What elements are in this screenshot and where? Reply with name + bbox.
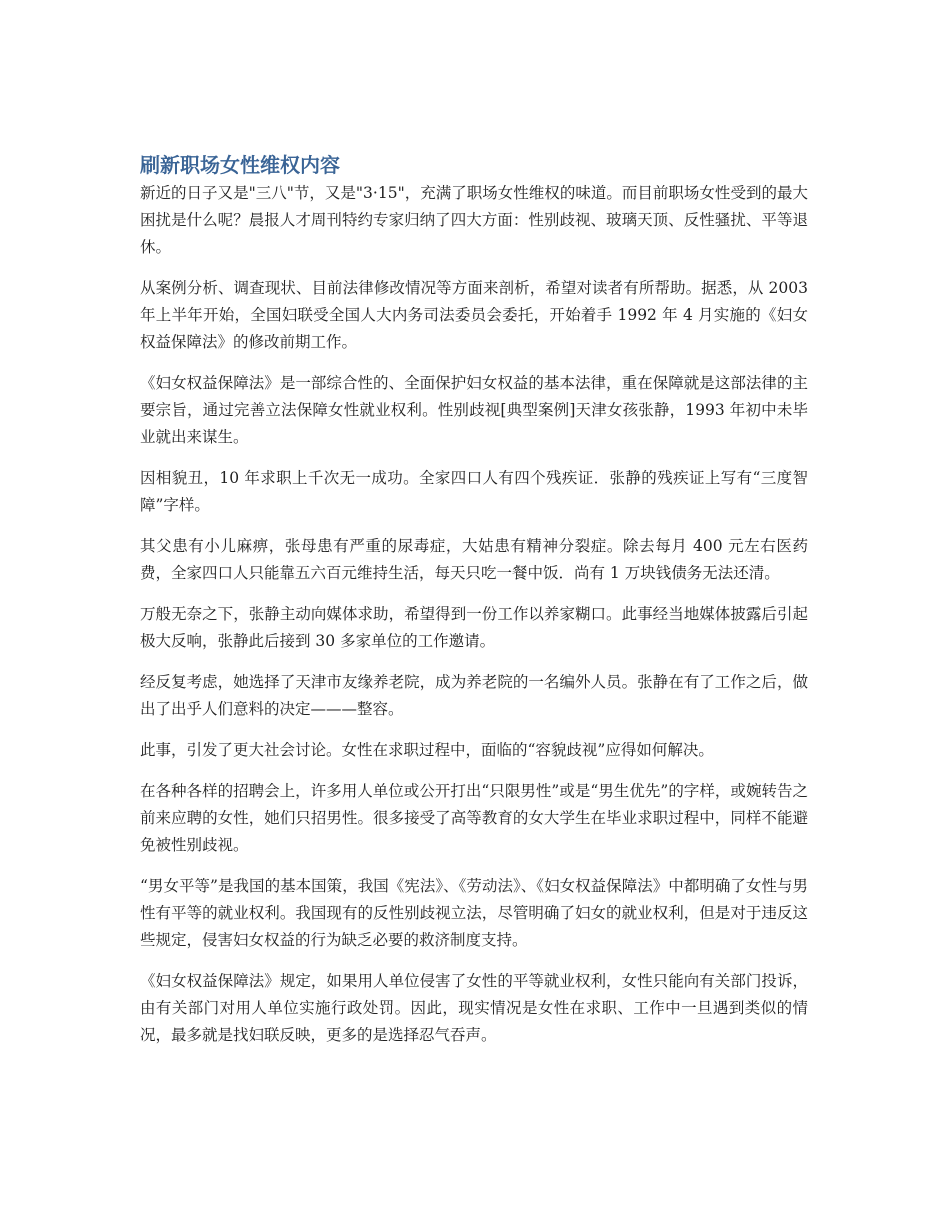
paragraph-9: 在各种各样的招聘会上，许多用人单位或公开打出“只限男性”或是“男生优先”的字样，或婉转告之前来应聘的女性，她们只招男性。很多接受了高等教育的女大学生在毕业求职过程中，同样不能避免被性别歧视。 bbox=[140, 782, 808, 854]
paragraph-2: 从案例分析、调查现状、目前法律修改情况等方面来剖析，希望对读者有所帮助。据悉，从 2003 年上半年开始，全国妇联受全国人大内务司法委员会委托，开始着手 1992 年 4 月实施的《妇女权益保障法》的修改前期工作。 bbox=[140, 279, 808, 351]
paragraph-3: 《妇女权益保障法》是一部综合性的、全面保护妇女权益的基本法律，重在保障就是这部法律的主要宗旨，通过完善立法保障女性就业权利。性别歧视[典型案例]天津女孩张静，1993 年初中未毕业就出来谋生。 bbox=[140, 374, 808, 446]
paragraph-6: 万般无奈之下，张静主动向媒体求助，希望得到一份工作以养家糊口。此事经当地媒体披露后引起极大反响，张静此后接到 30 多家单位的工作邀请。 bbox=[140, 605, 808, 650]
paragraph-1: 新近的日子又是"三八"节，又是"3·15"，充满了职场女性维权的味道。而目前职场女性受到的最大困扰是什么呢？晨报人才周刊特约专家归纳了四大方面：性别歧视、玻璃天顶、反性骚扰、平等退休。 bbox=[140, 184, 808, 256]
paragraph-8: 此事，引发了更大社会讨论。女性在求职过程中，面临的“容貌歧视”应得如何解决。 bbox=[140, 741, 714, 759]
paragraph-4: 因相貌丑，10 年求职上千次无一成功。全家四口人有四个残疾证．张静的残疾证上写有“三度智障”字样。 bbox=[140, 469, 808, 514]
paragraph-5: 其父患有小儿麻痹，张母患有严重的尿毒症，大姑患有精神分裂症。除去每月 400 元左右医药费，全家四口人只能靠五六百元维持生活，每天只吃一餐中饭．尚有 1 万块钱债务无法还清。 bbox=[140, 537, 808, 582]
paragraph-7: 经反复考虑，她选择了天津市友缘养老院，成为养老院的一名编外人员。张静在有了工作之后，做出了出乎人们意料的决定———整容。 bbox=[140, 673, 808, 718]
article-title: 刷新职场女性维权内容 bbox=[140, 153, 340, 177]
paragraph-11: 《妇女权益保障法》规定，如果用人单位侵害了女性的平等就业权利，女性只能向有关部门投诉，由有关部门对用人单位实施行政处罚。因此，现实情况是女性在求职、工作中一旦遇到类似的情况，最多就是找妇联反映，更多的是选择忍气吞声。 bbox=[140, 972, 808, 1044]
paragraph-10: “男女平等”是我国的基本国策，我国《宪法》、《劳动法》、《妇女权益保障法》中都明确了女性与男性有平等的就业权利。我国现有的反性别歧视立法，尽管明确了妇女的就业权利，但是对于违反这些规定，侵害妇女权益的行为缺乏必要的救济制度支持。 bbox=[140, 877, 808, 949]
document-page bbox=[140, 150, 808, 1063]
